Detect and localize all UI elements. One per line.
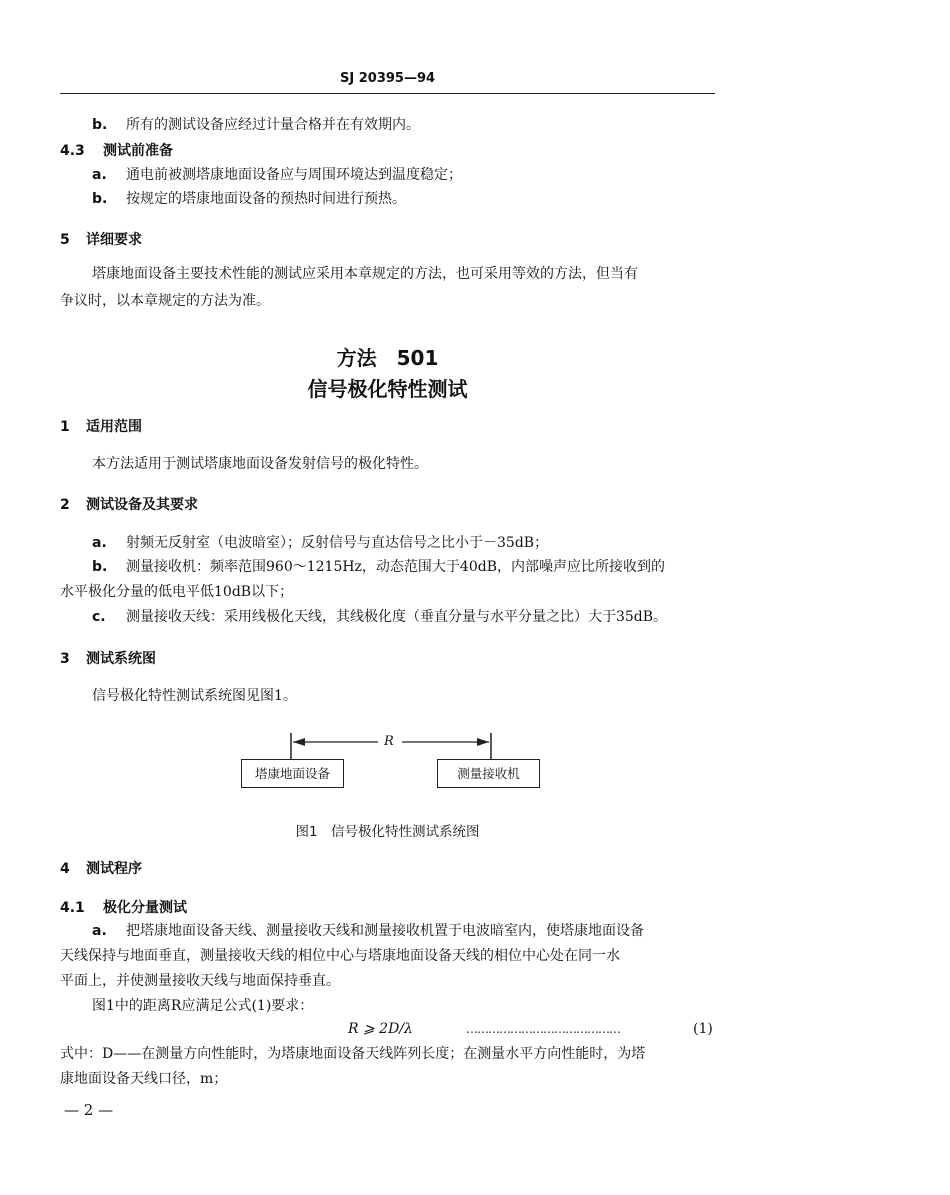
- sec2-item-a-text: 射频无反射室（电波暗室）；反射信号与直达信号之比小于－35dB；: [126, 535, 549, 551]
- item-b-text: 所有的测试设备应经过计量合格并在有效期内。: [126, 117, 420, 133]
- section-5-number: 5: [60, 232, 70, 248]
- sec3-text: 信号极化特性测试系统图见图1。: [92, 688, 297, 704]
- section-5-paragraph-line2: 争议时，以本章规定的方法为准。: [60, 293, 270, 309]
- page-number: — 2 —: [64, 1101, 114, 1119]
- sec2-item-b-line1: 测量接收机：频率范围960～1215Hz，动态范围大于40dB，内部噪声应比所接收到的: [126, 559, 665, 575]
- method-title: 信号极化特性测试: [307, 377, 468, 401]
- tacan-ground-equipment-box: 塔康地面设备: [241, 759, 344, 788]
- s4-3-item-b-label: b.: [92, 191, 108, 207]
- method-number: 方法 501: [336, 346, 439, 370]
- sec1-title: 适用范围: [86, 419, 142, 435]
- section-5-title: 详细要求: [86, 232, 142, 248]
- measuring-receiver-box: 测量接收机: [437, 759, 540, 788]
- sec1-text: 本方法适用于测试塔康地面设备发射信号的极化特性。: [92, 456, 428, 472]
- section-4-3-title: 测试前准备: [103, 143, 173, 159]
- standard-number: SJ 20395—94: [340, 71, 436, 86]
- sec4-item-a-line2: 天线保持与地面垂直，测量接收天线的相位中心与塔康地面设备天线的相位中心处在同一水: [60, 948, 620, 964]
- where-line2: 康地面设备天线口径，m；: [60, 1071, 228, 1087]
- sec4-item-a-label: a.: [92, 923, 107, 939]
- sec1-number: 1: [60, 419, 70, 435]
- sec3-number: 3: [60, 651, 70, 667]
- formula-number: (1): [693, 1021, 713, 1037]
- sec4-1-title: 极化分量测试: [103, 900, 187, 916]
- formula: R ⩾ 2D/λ: [348, 1021, 413, 1037]
- item-b-label: b.: [92, 117, 108, 133]
- sec2-item-b-line2: 水平极化分量的低电平低10dB以下；: [60, 584, 294, 600]
- formula-leader-dots: ……………………………………: [466, 1022, 620, 1036]
- section-4-3-number: 4.3: [60, 143, 85, 159]
- section-5-paragraph-line1: 塔康地面设备主要技术性能的测试应采用本章规定的方法，也可采用等效的方法，但当有: [92, 266, 638, 282]
- s4-3-item-a-label: a.: [92, 167, 107, 183]
- sec4-item-a-line3: 平面上，并使测量接收天线与地面保持垂直。: [60, 973, 340, 989]
- right-arrowhead: [477, 738, 489, 746]
- where-line1: 式中：D——在测量方向性能时，为塔康地面设备天线阵列长度；在测量水平方向性能时，为塔: [60, 1046, 646, 1062]
- sec2-number: 2: [60, 497, 70, 513]
- distance-label: R: [384, 734, 394, 749]
- s4-3-item-b-text: 按规定的塔康地面设备的预热时间进行预热。: [126, 191, 406, 207]
- sec4-number: 4: [60, 861, 70, 877]
- formula-intro: 图1中的距离R应满足公式(1)要求：: [92, 998, 314, 1014]
- sec2-item-c-text: 测量接收天线：采用线极化天线，其线极化度（垂直分量与水平分量之比）大于35dB。: [126, 609, 668, 625]
- sec3-title: 测试系统图: [86, 651, 156, 667]
- s4-3-item-a-text: 通电前被测塔康地面设备应与周围环境达到温度稳定；: [126, 167, 462, 183]
- sec2-title: 测试设备及其要求: [86, 497, 198, 513]
- sec2-item-b-label: b.: [92, 559, 108, 575]
- sec4-item-a-line1: 把塔康地面设备天线、测量接收天线和测量接收机置于电波暗室内，使塔康地面设备: [126, 923, 644, 939]
- sec4-1-number: 4.1: [60, 900, 85, 916]
- sec4-title: 测试程序: [86, 861, 142, 877]
- sec2-item-a-label: a.: [92, 535, 107, 551]
- figure-caption: 图1 信号极化特性测试系统图: [295, 824, 480, 840]
- left-arrowhead: [293, 738, 305, 746]
- sec2-item-c-label: c.: [92, 609, 106, 625]
